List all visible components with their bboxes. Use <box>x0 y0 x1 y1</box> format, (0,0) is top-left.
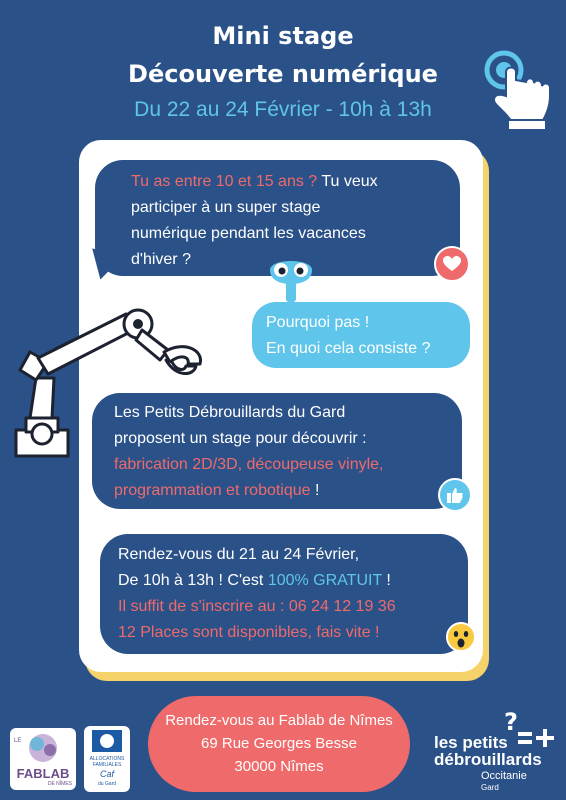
fablab-logo-text: FABLAB <box>16 766 70 781</box>
brand-sub: Gard <box>481 783 499 792</box>
page-title-line2: Découverte numérique <box>128 60 438 88</box>
caf-line2: FAMILIALES <box>92 762 122 768</box>
bubble2-line2: En quoi cela consiste ? <box>266 340 431 357</box>
venue-line1: Rendez-vous au Fablab de Nîmes <box>165 712 393 729</box>
chat-bubble-info <box>100 534 468 654</box>
brand-line2: débrouillards <box>434 750 542 769</box>
bubble1-line4: d'hiver ? <box>131 251 191 268</box>
age-highlight: Tu as entre 10 et 15 ans ? <box>131 173 318 190</box>
caf-line1: ALLOCATIONS <box>89 756 125 762</box>
free-highlight: 100% GRATUIT <box>267 572 382 589</box>
bubble4-line2a: De 10h à 13h ! C'est <box>118 572 268 589</box>
chat-bubble-program <box>92 393 462 509</box>
svg-text:?: ? <box>504 708 518 736</box>
bubble3-line4: programmation et robotique <box>114 482 311 499</box>
venue-info <box>148 696 410 792</box>
bubble4-line4: 12 Places sont disponibles, fais vite ! <box>118 624 380 641</box>
robot-eyes-icon <box>266 258 316 304</box>
fablab-logo <box>10 728 76 790</box>
hand-pointer-icon <box>482 50 558 130</box>
bubble3-line2: proposent un stage pour découvrir : <box>114 430 367 447</box>
bubble1-line3: numérique pendant les vacances <box>131 225 366 242</box>
fablab-logo-le: LE <box>14 738 22 744</box>
bubble4-line2c: ! <box>381 572 391 589</box>
venue-line3: 30000 Nîmes <box>234 758 324 775</box>
chat-bubble-reply <box>252 302 470 368</box>
event-dates: Du 22 au 24 Février - 10h à 13h <box>134 98 432 121</box>
caf-line3: Caf <box>99 769 114 779</box>
bubble1-line2: participer à un super stage <box>131 199 321 216</box>
thumbs-up-icon <box>438 478 472 512</box>
bubble4-line1: Rendez-vous du 21 au 24 Février, <box>118 546 360 563</box>
caf-line4: du Gard <box>97 781 117 787</box>
heart-icon <box>434 246 470 282</box>
page-title-line1: Mini stage <box>212 22 354 50</box>
bubble2-line1: Pourquoi pas ! <box>266 314 370 331</box>
fablab-logo-sub: DE NÎMES <box>47 781 72 787</box>
bubble3-line1: Les Petits Débrouillards du Gard <box>114 404 346 421</box>
surprised-face-icon <box>446 622 476 652</box>
venue-line2: 69 Rue Georges Besse <box>201 735 357 752</box>
brand-region: Occitanie <box>481 770 527 782</box>
bubble3-line4-end: ! <box>310 482 320 499</box>
bubble4-phone-line: Il suffit de s'inscrire au : 06 24 12 19 36 <box>118 598 396 615</box>
caf-logo <box>84 726 130 792</box>
fablab-logo-mark <box>10 728 76 768</box>
bubble3-line3: fabrication 2D/3D, découpeuse vinyle, <box>114 456 384 473</box>
brand-symbol-icon <box>500 708 556 750</box>
bubble1-line1: Tu veux <box>317 173 378 190</box>
caf-logo-mark <box>84 726 130 756</box>
brand-line1: les petits <box>434 733 508 752</box>
